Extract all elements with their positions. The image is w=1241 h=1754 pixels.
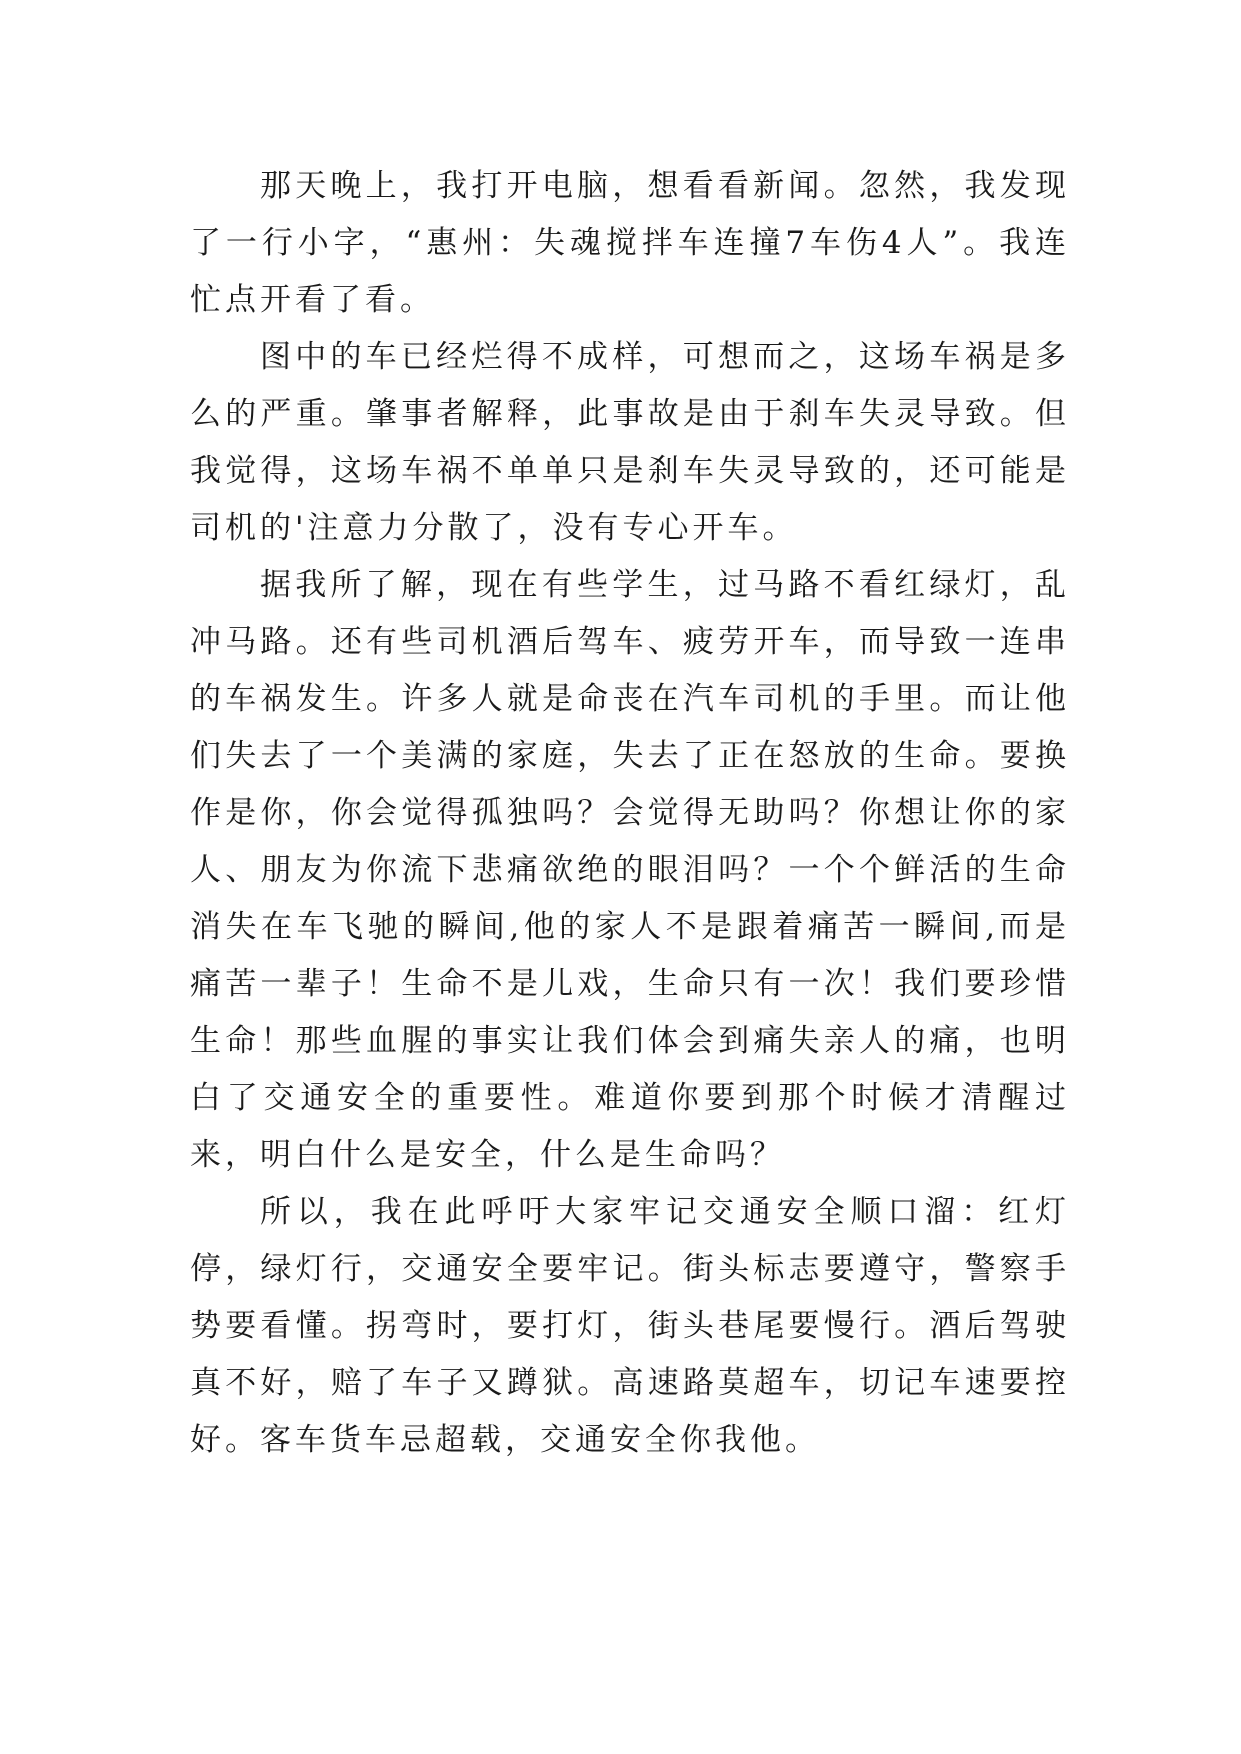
document-body [190, 158, 1070, 1469]
paragraph-news: 那天晚上，我打开电脑，想看看新闻。忽然，我发现了一行小字，“惠州：失魂搅拌车连撞7车伤4人”。我连忙点开看了看。 [190, 168, 1070, 318]
paragraph-rhyme: 所以，我在此呼吁大家牢记交通安全顺口溜：红灯停，绿灯行，交通安全要牢记。街头标志要遵守，警察手势要看懂。拐弯时，要打灯，街头巷尾要慢行。酒后驾驶真不好，赔了车子又蹲狱。高速路莫超车，切记车速要控好。客车货车忌超载，交通安全你我他。 [190, 1194, 1070, 1458]
paragraph-reflection: 据我所了解，现在有些学生，过马路不看红绿灯，乱冲马路。还有些司机酒后驾车、疲劳开车，而导致一连串的车祸发生。许多人就是命丧在汽车司机的手里。而让他们失去了一个美满的家庭，失去了正在怒放的生命。要换作是你，你会觉得孤独吗？会觉得无助吗？你想让你的家人、朋友为你流下悲痛欲绝的眼泪吗？一个个鲜活的生命消失在车飞驰的瞬间,他的家人不是跟着痛苦一瞬间,而是痛苦一辈子！生命不是儿戏，生命只有一次！我们要珍惜生命！那些血腥的事实让我们体会到痛失亲人的痛，也明白了交通安全的重要性。难道你要到那个时候才清醒过来，明白什么是安全，什么是生命吗？ [190, 567, 1070, 1173]
paragraph-accident: 图中的车已经烂得不成样，可想而之，这场车祸是多么的严重。肇事者解释，此事故是由于刹车失灵导致。但我觉得，这场车祸不单单只是刹车失灵导致的，还可能是司机的'注意力分散了，没有专心开车。 [190, 339, 1070, 546]
